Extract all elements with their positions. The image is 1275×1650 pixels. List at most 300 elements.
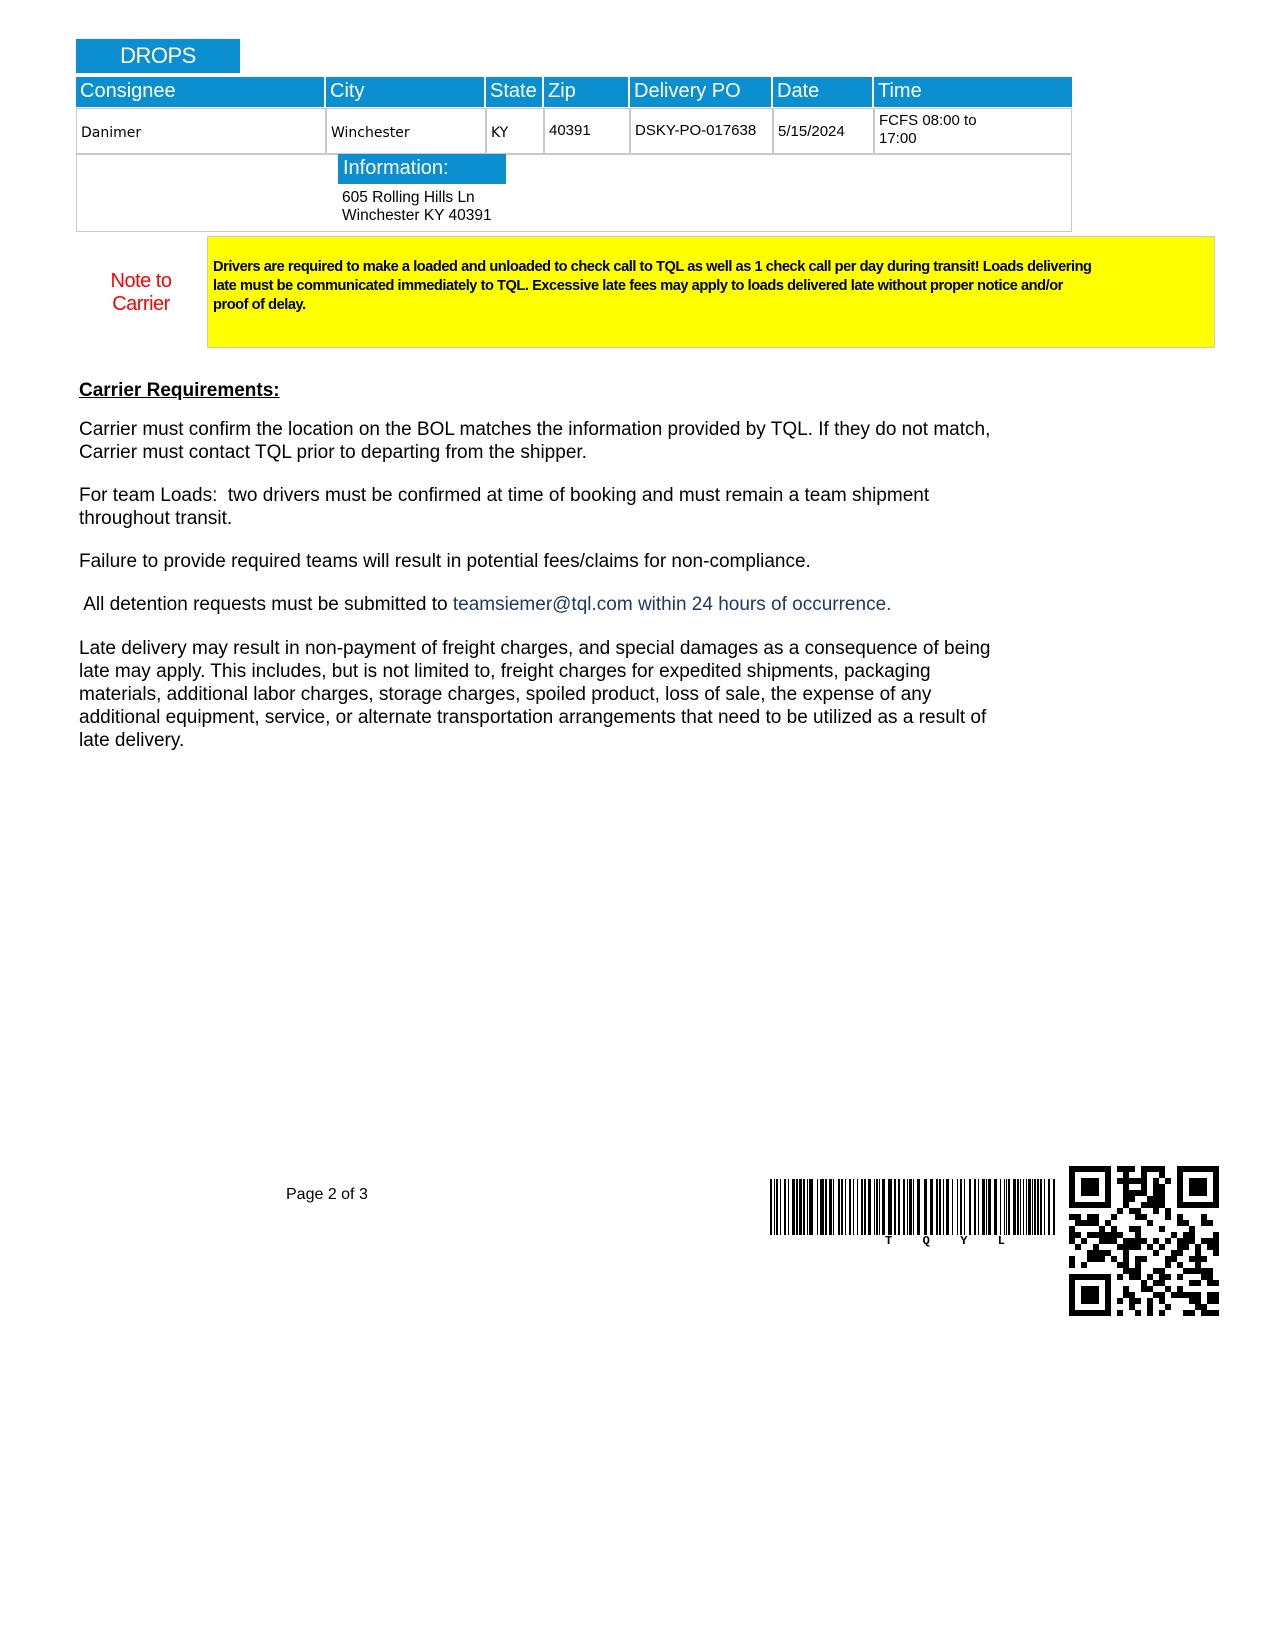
barcode-letter: T xyxy=(885,1234,893,1248)
qr-module xyxy=(1171,1232,1177,1238)
barcode-bar xyxy=(1017,1179,1019,1235)
barcode-bar xyxy=(930,1179,933,1235)
qr-module xyxy=(1153,1268,1159,1274)
qr-module xyxy=(1195,1298,1201,1304)
qr-module xyxy=(1105,1250,1111,1256)
barcode-bar xyxy=(876,1179,878,1235)
qr-module xyxy=(1129,1274,1135,1280)
qr-module xyxy=(1183,1232,1189,1238)
qr-module xyxy=(1147,1310,1153,1316)
qr-module xyxy=(1207,1238,1213,1244)
qr-module xyxy=(1177,1220,1183,1226)
qr-module xyxy=(1099,1232,1105,1238)
header-state: State xyxy=(486,77,544,107)
p5-line-2: late may apply. This includes, but is not limited to, freight charges for expedited shipments, packaging xyxy=(79,661,931,682)
barcode-bar xyxy=(879,1179,880,1235)
barcode-bar xyxy=(913,1179,914,1235)
barcode-bar xyxy=(799,1179,802,1235)
qr-module xyxy=(1105,1178,1111,1184)
barcode-bar xyxy=(780,1179,781,1235)
barcode-bar xyxy=(1032,1179,1033,1235)
qr-module xyxy=(1177,1178,1183,1184)
qr-module xyxy=(1081,1298,1087,1304)
barcode-bar xyxy=(943,1179,944,1235)
qr-module xyxy=(1105,1298,1111,1304)
qr-module xyxy=(1129,1196,1135,1202)
header-zip: Zip xyxy=(544,77,630,107)
qr-module xyxy=(1123,1250,1129,1256)
barcode-bar xyxy=(1004,1179,1005,1235)
qr-module xyxy=(1195,1190,1201,1196)
qr-module xyxy=(1213,1166,1219,1172)
drops-table xyxy=(76,77,1072,232)
qr-module xyxy=(1129,1208,1135,1214)
qr-module xyxy=(1111,1256,1117,1262)
qr-module xyxy=(1189,1298,1195,1304)
qr-module xyxy=(1075,1274,1081,1280)
qr-module xyxy=(1147,1202,1153,1208)
qr-module xyxy=(1141,1280,1147,1286)
qr-module xyxy=(1165,1256,1171,1262)
header-date: Date xyxy=(773,77,874,107)
qr-module xyxy=(1111,1226,1117,1232)
qr-module xyxy=(1207,1268,1213,1274)
qr-module xyxy=(1123,1178,1129,1184)
qr-module xyxy=(1087,1232,1093,1238)
barcode-bar xyxy=(864,1179,866,1235)
barcode-bar xyxy=(853,1179,854,1235)
p5-line-5: late delivery. xyxy=(79,730,185,751)
qr-module xyxy=(1123,1286,1129,1292)
barcode-bar xyxy=(939,1179,941,1235)
qr-module xyxy=(1195,1262,1201,1268)
qr-module xyxy=(1129,1244,1135,1250)
qr-module xyxy=(1135,1310,1141,1316)
qr-module xyxy=(1195,1178,1201,1184)
qr-module xyxy=(1069,1196,1075,1202)
qr-module xyxy=(1075,1232,1081,1238)
barcode-bar xyxy=(946,1179,949,1235)
qr-module xyxy=(1201,1220,1207,1226)
requirement-team-paragraph xyxy=(79,484,1089,530)
barcode-letter: L xyxy=(997,1234,1005,1248)
qr-module xyxy=(1201,1184,1207,1190)
qr-module xyxy=(1207,1298,1213,1304)
qr-module xyxy=(1105,1292,1111,1298)
qr-module xyxy=(1087,1178,1093,1184)
qr-module xyxy=(1177,1292,1183,1298)
qr-module xyxy=(1069,1274,1075,1280)
qr-module xyxy=(1189,1226,1195,1232)
barcode-bar xyxy=(988,1179,991,1235)
barcode-bar xyxy=(907,1179,908,1235)
qr-module xyxy=(1207,1292,1213,1298)
qr-module xyxy=(1165,1208,1171,1214)
barcode-letter: Q xyxy=(922,1234,930,1248)
qr-module xyxy=(1093,1220,1099,1226)
note-text-line-3: proof of delay. xyxy=(213,297,306,313)
qr-module xyxy=(1213,1178,1219,1184)
qr-module xyxy=(1195,1304,1201,1310)
qr-module xyxy=(1081,1220,1087,1226)
requirement-failure-paragraph: Failure to provide required teams will result in potential fees/claims for non-compliance. xyxy=(79,551,811,572)
barcode-bar xyxy=(874,1179,875,1235)
qr-module xyxy=(1213,1250,1219,1256)
qr-module xyxy=(1207,1244,1213,1250)
qr-module xyxy=(1177,1190,1183,1196)
qr-module xyxy=(1069,1280,1075,1286)
qr-module xyxy=(1105,1220,1111,1226)
qr-module xyxy=(1213,1184,1219,1190)
barcode-bar xyxy=(796,1179,798,1235)
barcode-bar xyxy=(969,1179,971,1235)
barcode-bar xyxy=(776,1179,778,1235)
qr-module xyxy=(1117,1232,1123,1238)
qr-module xyxy=(1087,1298,1093,1304)
cell-date-text: 5/15/2024 xyxy=(778,123,845,140)
qr-module xyxy=(1111,1214,1117,1220)
qr-module xyxy=(1135,1268,1141,1274)
qr-module xyxy=(1159,1184,1165,1190)
qr-module xyxy=(1117,1178,1123,1184)
qr-module xyxy=(1087,1310,1093,1316)
qr-module xyxy=(1183,1268,1189,1274)
qr-module xyxy=(1195,1166,1201,1172)
qr-module xyxy=(1087,1274,1093,1280)
qr-module xyxy=(1171,1256,1177,1262)
qr-module xyxy=(1069,1178,1075,1184)
barcode-bar xyxy=(868,1179,871,1235)
qr-module xyxy=(1135,1208,1141,1214)
qr-module xyxy=(1123,1292,1129,1298)
qr-module xyxy=(1093,1214,1099,1220)
qr-module xyxy=(1087,1292,1093,1298)
qr-module xyxy=(1177,1274,1183,1280)
qr-module xyxy=(1117,1208,1123,1214)
qr-module xyxy=(1159,1196,1165,1202)
qr-module xyxy=(1147,1166,1153,1172)
qr-module xyxy=(1093,1292,1099,1298)
information-label: Information: xyxy=(338,154,506,184)
qr-module xyxy=(1177,1172,1183,1178)
qr-module xyxy=(1129,1268,1135,1274)
qr-module xyxy=(1105,1274,1111,1280)
qr-module xyxy=(1123,1196,1129,1202)
carrier-requirements-title: Carrier Requirements: xyxy=(79,380,280,401)
barcode-bar xyxy=(982,1179,985,1235)
qr-module xyxy=(1177,1244,1183,1250)
qr-module xyxy=(1135,1298,1141,1304)
qr-module xyxy=(1189,1292,1195,1298)
qr-module xyxy=(1087,1220,1093,1226)
qr-module xyxy=(1087,1190,1093,1196)
qr-module xyxy=(1129,1292,1135,1298)
qr-module xyxy=(1165,1304,1171,1310)
qr-module xyxy=(1105,1190,1111,1196)
qr-module xyxy=(1081,1184,1087,1190)
qr-module xyxy=(1105,1232,1111,1238)
qr-module xyxy=(1093,1298,1099,1304)
qr-module xyxy=(1123,1256,1129,1262)
drops-section-title: DROPS xyxy=(76,39,240,73)
qr-module xyxy=(1141,1286,1147,1292)
qr-module xyxy=(1105,1172,1111,1178)
qr-module xyxy=(1081,1238,1087,1244)
qr-module xyxy=(1087,1256,1093,1262)
note-text-line-1: Drivers are required to make a loaded and unloaded to check call to TQL as well as 1 check call per day during transit! Loads delivering xyxy=(213,259,1092,275)
qr-module xyxy=(1159,1310,1165,1316)
detention-email-link[interactable]: teamsiemer@tql.com within 24 hours of occurrence. xyxy=(452,594,892,615)
qr-module xyxy=(1177,1238,1183,1244)
barcode-bar xyxy=(1000,1179,1001,1235)
information-row xyxy=(76,154,1072,232)
qr-module xyxy=(1087,1286,1093,1292)
qr-module xyxy=(1201,1268,1207,1274)
barcode-bar xyxy=(1044,1179,1045,1235)
qr-module xyxy=(1189,1238,1195,1244)
qr-module xyxy=(1081,1190,1087,1196)
barcode-bar xyxy=(1026,1179,1027,1235)
qr-module xyxy=(1183,1202,1189,1208)
qr-module xyxy=(1147,1298,1153,1304)
header-consignee: Consignee xyxy=(76,77,326,107)
qr-module xyxy=(1093,1250,1099,1256)
qr-module xyxy=(1159,1166,1165,1172)
barcode-bar xyxy=(849,1179,851,1235)
p1-line-2: Carrier must contact TQL prior to departing from the shipper. xyxy=(79,442,587,463)
qr-module xyxy=(1081,1274,1087,1280)
qr-module xyxy=(1129,1190,1135,1196)
qr-module xyxy=(1195,1202,1201,1208)
p2-line-2: throughout transit. xyxy=(79,508,233,529)
qr-module xyxy=(1081,1292,1087,1298)
qr-module xyxy=(1213,1310,1219,1316)
qr-module xyxy=(1087,1184,1093,1190)
qr-module xyxy=(1147,1220,1153,1226)
barcode-bar xyxy=(841,1179,843,1235)
qr-module xyxy=(1207,1220,1213,1226)
time-line-1: FCFS 08:00 to xyxy=(879,112,977,129)
qr-module xyxy=(1135,1274,1141,1280)
qr-module xyxy=(1177,1184,1183,1190)
barcode-bar xyxy=(960,1179,962,1235)
qr-module xyxy=(1099,1202,1105,1208)
qr-module xyxy=(1135,1256,1141,1262)
barcode-bar xyxy=(952,1179,953,1235)
qr-module xyxy=(1093,1286,1099,1292)
qr-module xyxy=(1147,1196,1153,1202)
barcode-bar xyxy=(857,1179,858,1235)
qr-module xyxy=(1207,1166,1213,1172)
address-line-1: 605 Rolling Hills Ln xyxy=(342,189,475,206)
qr-module xyxy=(1135,1214,1141,1220)
qr-module xyxy=(1171,1292,1177,1298)
qr-module xyxy=(1117,1298,1123,1304)
qr-module xyxy=(1069,1304,1075,1310)
barcode-bar xyxy=(1023,1179,1024,1235)
qr-module xyxy=(1105,1202,1111,1208)
qr-module xyxy=(1183,1292,1189,1298)
qr-module xyxy=(1135,1238,1141,1244)
detention-text: All detention requests must be submitted to xyxy=(79,594,453,615)
barcode-bar xyxy=(809,1179,813,1235)
qr-module xyxy=(1201,1202,1207,1208)
qr-module xyxy=(1189,1268,1195,1274)
qr-module xyxy=(1099,1250,1105,1256)
barcode-bar xyxy=(1028,1179,1031,1235)
qr-module xyxy=(1189,1166,1195,1172)
qr-module xyxy=(1195,1268,1201,1274)
qr-module xyxy=(1183,1244,1189,1250)
barcode-bar xyxy=(964,1179,965,1235)
qr-module xyxy=(1213,1172,1219,1178)
qr-module xyxy=(1195,1244,1201,1250)
qr-module xyxy=(1093,1166,1099,1172)
qr-module xyxy=(1069,1238,1075,1244)
cell-time xyxy=(874,108,1072,154)
barcode-bar xyxy=(924,1179,927,1235)
qr-module xyxy=(1123,1202,1129,1208)
qr-module xyxy=(1141,1214,1147,1220)
qr-module xyxy=(1183,1166,1189,1172)
qr-module xyxy=(1177,1262,1183,1268)
qr-module xyxy=(1153,1190,1159,1196)
qr-module xyxy=(1087,1250,1093,1256)
qr-module xyxy=(1129,1178,1135,1184)
qr-module xyxy=(1105,1238,1111,1244)
qr-module xyxy=(1105,1196,1111,1202)
qr-module xyxy=(1195,1256,1201,1262)
qr-module xyxy=(1075,1244,1081,1250)
barcode-bar xyxy=(903,1179,905,1235)
barcode-bar xyxy=(1006,1179,1007,1235)
qr-module xyxy=(1195,1292,1201,1298)
qr-module xyxy=(1153,1166,1159,1172)
qr-module xyxy=(1069,1202,1075,1208)
p5-line-4: additional equipment, service, or alternate transportation arrangements that need to be utilized as a result of xyxy=(79,707,987,728)
qr-module xyxy=(1195,1250,1201,1256)
qr-module xyxy=(1159,1244,1165,1250)
qr-module xyxy=(1153,1292,1159,1298)
qr-module xyxy=(1141,1184,1147,1190)
qr-module xyxy=(1165,1214,1171,1220)
header-city: City xyxy=(326,77,486,107)
qr-module xyxy=(1093,1310,1099,1316)
qr-module xyxy=(1189,1190,1195,1196)
barcode-bar xyxy=(1008,1179,1010,1235)
qr-module xyxy=(1153,1208,1159,1214)
qr-module xyxy=(1213,1238,1219,1244)
qr-module xyxy=(1105,1280,1111,1286)
qr-module xyxy=(1213,1292,1219,1298)
qr-module xyxy=(1141,1178,1147,1184)
qr-module xyxy=(1189,1202,1195,1208)
barcode-bar xyxy=(917,1179,920,1235)
barcode-bar xyxy=(845,1179,846,1235)
barcode-bar xyxy=(807,1179,808,1235)
barcode-bar xyxy=(792,1179,795,1235)
qr-module xyxy=(1147,1244,1153,1250)
barcode-bar xyxy=(861,1179,863,1235)
cell-consignee: Danimer xyxy=(76,108,326,154)
barcode-caption xyxy=(885,1234,1005,1248)
qr-module xyxy=(1129,1304,1135,1310)
qr-module xyxy=(1105,1286,1111,1292)
qr-module xyxy=(1177,1166,1183,1172)
cell-delivery-po: DSKY-PO-017638 xyxy=(630,108,773,154)
qr-module xyxy=(1147,1274,1153,1280)
qr-module xyxy=(1201,1190,1207,1196)
qr-module xyxy=(1135,1262,1141,1268)
note-to-carrier-box xyxy=(207,236,1215,348)
qr-module xyxy=(1075,1310,1081,1316)
qr-module xyxy=(1153,1184,1159,1190)
qr-module xyxy=(1099,1274,1105,1280)
qr-module xyxy=(1117,1274,1123,1280)
barcode-bar xyxy=(957,1179,958,1235)
qr-module xyxy=(1069,1292,1075,1298)
qr-module xyxy=(1189,1178,1195,1184)
qr-module xyxy=(1129,1226,1135,1232)
barcode-bar xyxy=(936,1179,938,1235)
header-time: Time xyxy=(874,77,1072,107)
barcode-bar xyxy=(784,1179,786,1235)
barcode-bar xyxy=(803,1179,805,1235)
qr-module xyxy=(1135,1244,1141,1250)
qr-module xyxy=(1141,1256,1147,1262)
p5-line-3: materials, additional labor charges, storage charges, spoiled product, loss of sale, the expense of any xyxy=(79,684,932,705)
qr-module xyxy=(1135,1232,1141,1238)
qr-module xyxy=(1207,1310,1213,1316)
barcode-bar xyxy=(986,1179,987,1235)
qr-module xyxy=(1105,1184,1111,1190)
qr-module xyxy=(1213,1232,1219,1238)
address-line-2: Winchester KY 40391 xyxy=(342,207,492,224)
qr-module xyxy=(1129,1238,1135,1244)
qr-module xyxy=(1129,1166,1135,1172)
qr-module xyxy=(1099,1238,1105,1244)
qr-module xyxy=(1159,1280,1165,1286)
qr-module xyxy=(1069,1226,1075,1232)
qr-module xyxy=(1153,1202,1159,1208)
qr-module xyxy=(1165,1286,1171,1292)
qr-module xyxy=(1093,1274,1099,1280)
p5-line-1: Late delivery may result in non-payment of freight charges, and special damages as a consequence of being xyxy=(79,638,991,659)
qr-module xyxy=(1165,1274,1171,1280)
qr-module xyxy=(1081,1286,1087,1292)
qr-module xyxy=(1069,1232,1075,1238)
barcode-bar xyxy=(1020,1179,1021,1235)
qr-module xyxy=(1159,1292,1165,1298)
qr-module xyxy=(1075,1202,1081,1208)
qr-module xyxy=(1123,1244,1129,1250)
qr-module xyxy=(1177,1286,1183,1292)
qr-module xyxy=(1195,1280,1201,1286)
note-to-carrier-label xyxy=(86,270,196,316)
qr-module xyxy=(1159,1226,1165,1232)
qr-module xyxy=(1081,1166,1087,1172)
qr-module xyxy=(1093,1232,1099,1238)
qr-module xyxy=(1159,1274,1165,1280)
qr-module xyxy=(1075,1166,1081,1172)
qr-module xyxy=(1165,1178,1171,1184)
qr-module xyxy=(1153,1250,1159,1256)
qr-module xyxy=(1201,1274,1207,1280)
qr-module xyxy=(1153,1238,1159,1244)
qr-module xyxy=(1201,1304,1207,1310)
qr-module xyxy=(1069,1310,1075,1316)
qr-module xyxy=(1171,1250,1177,1256)
